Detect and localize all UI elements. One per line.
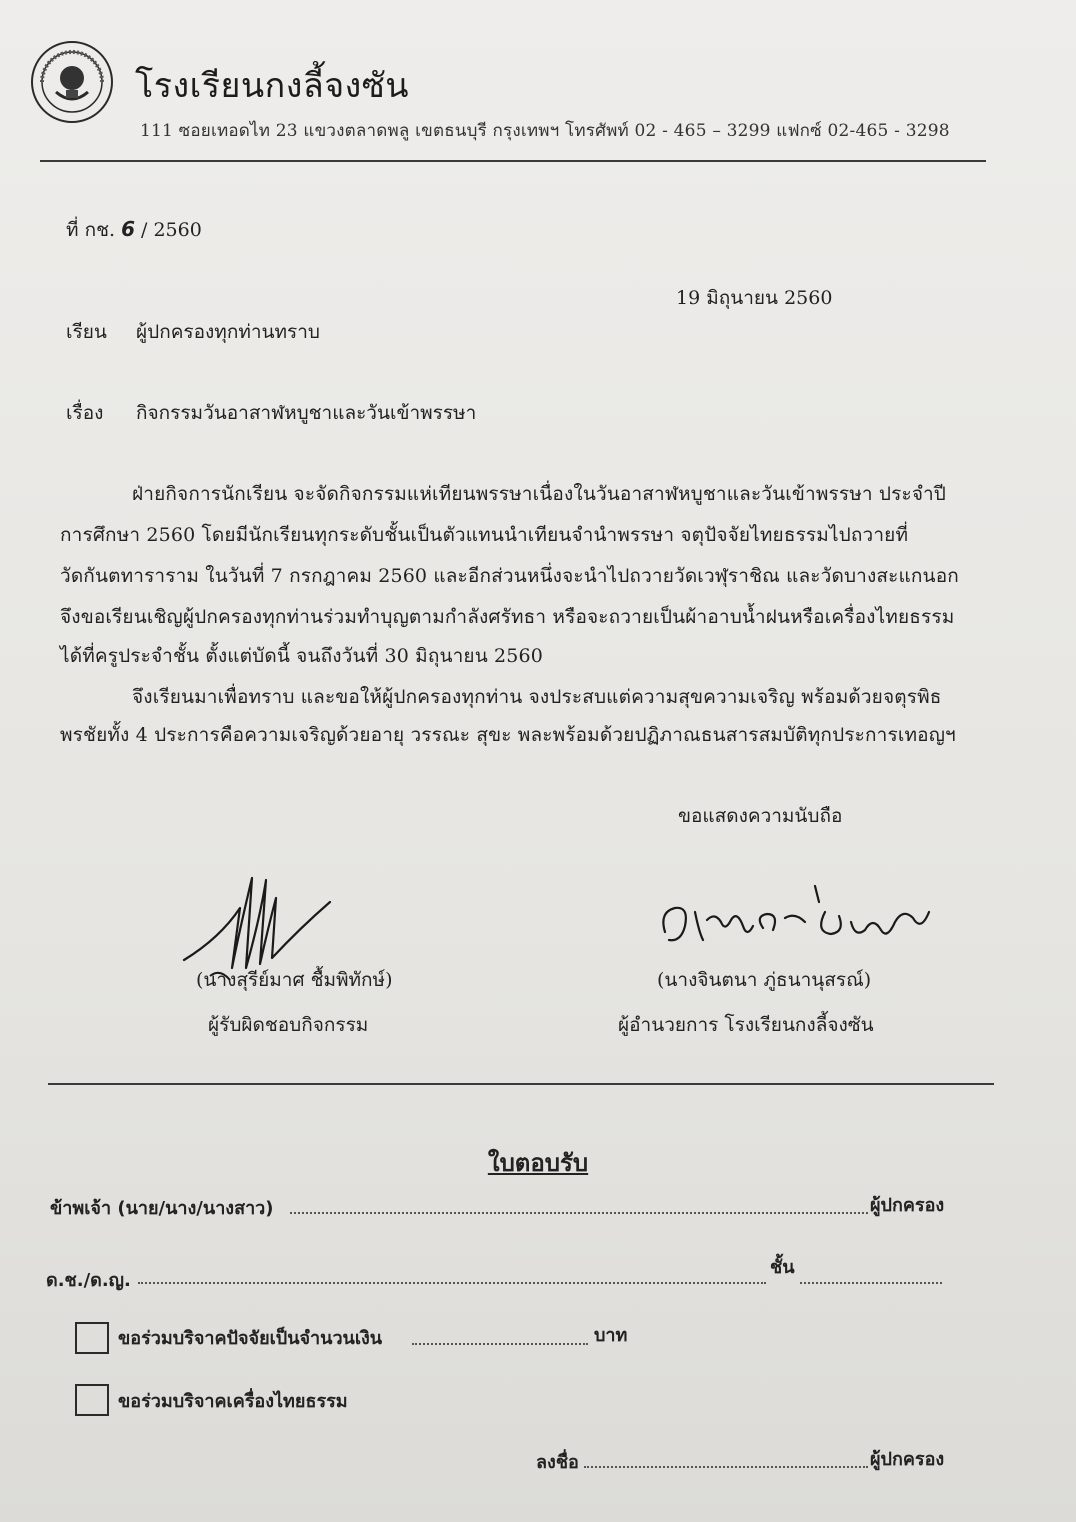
option2-checkbox[interactable]: [75, 1384, 109, 1416]
form-line2-student-field[interactable]: [138, 1282, 766, 1284]
signer-left-role: ผู้รับผิดชอบกิจกรรม: [208, 1014, 369, 1036]
form-line2-label: ด.ช./ด.ญ.: [46, 1270, 131, 1291]
signature-right-icon: [655, 882, 945, 962]
parent-signature-field[interactable]: [584, 1466, 868, 1468]
school-name: โรงเรียนกงลี้จงซัน: [135, 66, 410, 106]
option1-suffix: บาท: [594, 1325, 628, 1346]
to-label: เรียน: [66, 321, 107, 343]
signer-right-name: (นางจินตนา ภู่ธนานุสรณ์): [657, 969, 872, 991]
body-line: จึงเรียนมาเพื่อทราบ และขอให้ผู้ปกครองทุกท่าน จงประสบแต่ความสุขความเจริญ พร้อมด้วยจตุรพิธ: [132, 686, 942, 708]
signer-right-role: ผู้อำนวยการ โรงเรียนกงลี้จงซัน: [618, 1014, 874, 1036]
body-line: การศึกษา 2560 โดยมีนักเรียนทุกระดับชั้นเป็นตัวแทนนำเทียนจำนำพรรษา จตุปัจจัยไทยธรรมไปถวายที่: [60, 524, 909, 546]
document-number-prefix: ที่ กช.: [66, 219, 116, 241]
reply-divider: [48, 1083, 994, 1085]
body-line: ฝ่ายกิจการนักเรียน จะจัดกิจกรรมแห่เทียนพรรษาเนื่องในวันอาสาฬหบูชาและวันเข้าพรรษา ประจำปี: [132, 483, 947, 505]
body-line: วัดกันตทาราราม ในวันที่ 7 กรกฎาคม 2560 และอีกส่วนหนึ่งจะนำไปถวายวัดเวฬุราชิณ และวัดบางสะแกนอก: [60, 565, 959, 587]
letter-date: 19 มิถุนายน 2560: [676, 287, 833, 309]
form-line1-field[interactable]: [290, 1212, 868, 1214]
closing-text: ขอแสดงความนับถือ: [678, 805, 843, 827]
signer-left-name: (นางสุรีย์มาศ ชื้มพิทักษ์): [196, 969, 393, 991]
form-line1-label: ข้าพเจ้า (นาย/นาง/นางสาว): [50, 1198, 274, 1219]
school-address: 111 ซอยเทอดไท 23 แขวงตลาดพลู เขตธนบุรี กรุงเทพฯ โทรศัพท์ 02 - 465 – 3299 แฟกซ์ 02-465 - 3298: [140, 121, 950, 141]
option1-amount-field[interactable]: [412, 1343, 588, 1345]
form-line2-suffix: ชั้น: [770, 1257, 795, 1278]
document-number: [66, 215, 202, 245]
to-text: ผู้ปกครองทุกท่านทราบ: [136, 321, 320, 343]
form-line2-class-field[interactable]: [800, 1282, 942, 1284]
body-line: ได้ที่ครูประจำชั้น ตั้งแต่บัดนี้ จนถึงวันที่ 30 มิถุนายน 2560: [60, 645, 543, 667]
body-line: พรชัยทั้ง 4 ประการคือความเจริญด้วยอายุ วรรณะ สุขะ พละพร้อมด้วยปฏิภาณธนสารสมบัติทุกประการเทอญฯ: [60, 724, 956, 746]
document-number-value: 6: [121, 217, 135, 241]
sign-suffix: ผู้ปกครอง: [870, 1449, 945, 1470]
school-seal-icon: [30, 40, 114, 124]
option1-label: ขอร่วมบริจาคปัจจัยเป็นจำนวนเงิน: [118, 1328, 383, 1349]
header-divider: [40, 160, 986, 162]
reply-form-title: ใบตอบรับ: [487, 1149, 589, 1177]
body-line: จึงขอเรียนเชิญผู้ปกครองทุกท่านร่วมทำบุญตามกำลังศรัทธา หรือจะถวายเป็นผ้าอาบน้ำฝนหรือเครื่องไทยธรรม: [60, 606, 955, 628]
form-line1-suffix: ผู้ปกครอง: [870, 1195, 945, 1216]
subject-label: เรื่อง: [66, 402, 104, 424]
subject-text: กิจกรรมวันอาสาฬหบูชาและวันเข้าพรรษา: [136, 402, 477, 424]
option2-label: ขอร่วมบริจาคเครื่องไทยธรรม: [118, 1391, 348, 1412]
option1-checkbox[interactable]: [75, 1322, 109, 1354]
document-number-suffix: / 2560: [141, 219, 202, 241]
sign-label: ลงชื่อ: [536, 1452, 579, 1473]
